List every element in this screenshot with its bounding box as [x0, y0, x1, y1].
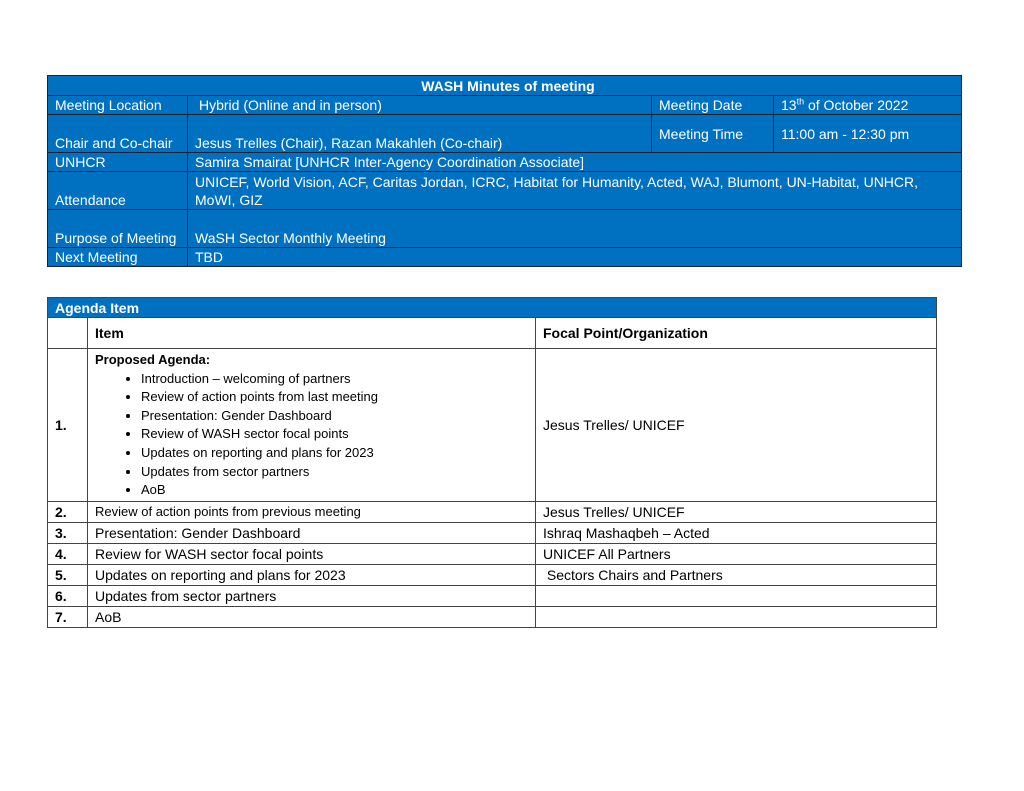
focal-point: Sectors Chairs and Partners [536, 565, 937, 586]
table-row [48, 586, 937, 607]
chair-label: Chair and Co-chair [48, 115, 188, 153]
list-item: • Review of WASH sector focal points [141, 425, 535, 444]
row-number: 1. [48, 349, 88, 502]
focal-point [536, 586, 937, 607]
focal-point: Jesus Trelles/ UNICEF [536, 349, 937, 502]
date-suffix: th [796, 96, 805, 107]
purpose-label: Purpose of Meeting [48, 210, 188, 248]
list-item: • Review of action points from last meeting [141, 388, 535, 407]
agenda-item: AoB [88, 607, 536, 628]
row-number: 6. [48, 586, 88, 607]
list-item: • Presentation: Gender Dashboard [141, 407, 535, 426]
agenda-item: Updates from sector partners [88, 586, 536, 607]
table-row [48, 502, 937, 523]
table-row [48, 523, 937, 544]
date-day: 13 [781, 97, 797, 113]
location-label: Meeting Location [48, 96, 188, 115]
list-item: • Introduction – welcoming of partners [141, 370, 535, 389]
agenda-item: Review for WASH sector focal points [88, 544, 536, 565]
focal-point: Jesus Trelles/ UNICEF [536, 502, 937, 523]
date-rest: of October 2022 [804, 97, 909, 113]
proposed-agenda-list [95, 370, 535, 500]
table-row [48, 349, 937, 502]
meeting-info-table [47, 75, 962, 267]
table-row [48, 607, 937, 628]
row-number: 5. [48, 565, 88, 586]
list-item: • Updates on reporting and plans for 2023 [141, 444, 535, 463]
table-row [48, 565, 937, 586]
purpose-value: WaSH Sector Monthly Meeting [188, 210, 962, 248]
row-number: 4. [48, 544, 88, 565]
focal-point: UNICEF All Partners [536, 544, 937, 565]
next-meeting-label: Next Meeting [48, 248, 188, 267]
proposed-agenda-title: Proposed Agenda: [95, 352, 211, 367]
agenda-focal-header: Focal Point/Organization [536, 318, 937, 349]
agenda-item: Updates on reporting and plans for 2023 [88, 565, 536, 586]
focal-point: Ishraq Mashaqbeh – Acted [536, 523, 937, 544]
focal-point [536, 607, 937, 628]
row-number: 7. [48, 607, 88, 628]
time-value: 11:00 am - 12:30 pm [774, 115, 962, 153]
list-item: • AoB [141, 481, 535, 500]
next-meeting-value: TBD [188, 248, 962, 267]
attendance-label: Attendance [48, 172, 188, 210]
table-row [48, 544, 937, 565]
agenda-table [47, 297, 937, 628]
document-title: WASH Minutes of meeting [48, 76, 962, 96]
date-label: Meeting Date [652, 96, 774, 115]
agenda-header: Agenda Item [48, 298, 937, 318]
attendance-value: UNICEF, World Vision, ACF, Caritas Jordan, ICRC, Habitat for Humanity, Acted, WAJ, Blumont, UN-Habitat, UNHCR, MoWI, GIZ [188, 172, 962, 210]
agenda-item: Presentation: Gender Dashboard [88, 523, 536, 544]
list-item: • Updates from sector partners [141, 463, 535, 482]
row-number: 2. [48, 502, 88, 523]
proposed-agenda [88, 349, 536, 502]
unhcr-value: Samira Smairat [UNHCR Inter-Agency Coordination Associate] [188, 153, 962, 172]
location-value: Hybrid (Online and in person) [188, 96, 652, 115]
unhcr-label: UNHCR [48, 153, 188, 172]
agenda-item: Review of action points from previous meeting [88, 502, 536, 523]
date-value [774, 96, 962, 115]
row-number: 3. [48, 523, 88, 544]
agenda-item-header: Item [88, 318, 536, 349]
time-label: Meeting Time [652, 115, 774, 153]
agenda-num-header [48, 318, 88, 349]
chair-value: Jesus Trelles (Chair), Razan Makahleh (Co-chair) [188, 115, 652, 153]
